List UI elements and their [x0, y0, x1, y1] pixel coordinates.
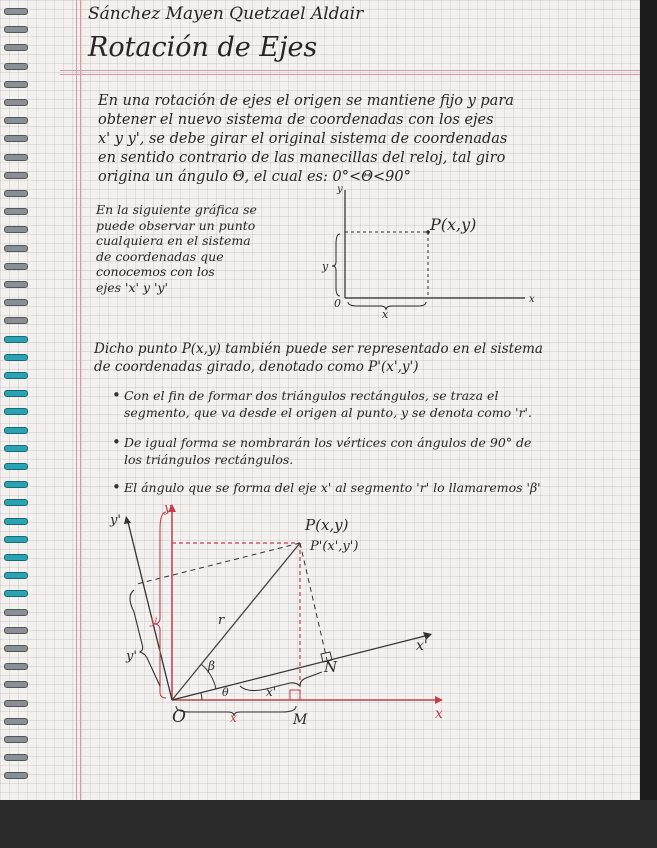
spiral-ring	[4, 245, 28, 252]
spiral-ring	[4, 681, 28, 688]
spiral-ring	[4, 63, 28, 70]
spiral-ring	[4, 609, 28, 616]
margin-rule	[76, 0, 77, 800]
graph-note-line: En la siguiente gráfica se	[96, 202, 257, 217]
spiral-ring	[4, 135, 28, 142]
theta-label: θ	[222, 686, 229, 699]
spiral-ring	[4, 263, 28, 270]
spiral-ring	[4, 499, 28, 506]
bullet-dot: •	[112, 478, 121, 496]
bullet-line: Con el fin de formar dos triángulos rectángulos, se traza el	[124, 388, 499, 403]
spiral-ring	[4, 427, 28, 434]
spiral-ring	[4, 117, 28, 124]
spiral-ring	[4, 354, 28, 361]
bullet-item	[124, 434, 531, 468]
spiral-ring	[4, 99, 28, 106]
spiral-ring	[4, 590, 28, 597]
theta-arc	[201, 693, 202, 700]
n-label: N	[324, 658, 338, 676]
beta-label: β	[208, 659, 215, 673]
spiral-ring	[4, 645, 28, 652]
small-x-brace-label: x	[382, 308, 389, 320]
spiral-ring	[4, 372, 28, 379]
spiral-ring	[4, 408, 28, 415]
y-prime-axis-label: y'	[110, 513, 121, 528]
spiral-ring	[4, 299, 28, 306]
intro-line: en sentido contrario de las manecillas del reloj, tal giro	[98, 150, 506, 166]
x-axis-label: x	[435, 706, 443, 722]
intro-line: x' y y', se debe girar el original sistema de coordenadas	[98, 131, 508, 147]
small-y-brace-label: y	[322, 260, 329, 273]
spiral-ring	[4, 390, 28, 397]
spiral-ring	[4, 572, 28, 579]
spiral-ring	[4, 8, 28, 15]
p-to-x-prime-dashed	[300, 543, 327, 660]
spiral-ring	[4, 463, 28, 470]
m-right-angle-marker	[290, 690, 300, 700]
spiral-ring	[4, 481, 28, 488]
intro-line: obtener el nuevo sistema de coordenadas con los ejes	[98, 112, 494, 128]
desk-background	[0, 800, 657, 848]
student-name: Sánchez Mayen Quetzael Aldair	[88, 4, 364, 24]
margin-rule-2	[80, 0, 81, 800]
y-prime-axis	[128, 522, 172, 700]
graph-note-line: de coordenadas que	[96, 248, 224, 264]
x-segment-label: x	[230, 711, 237, 725]
spiral-ring	[4, 226, 28, 233]
m-label: M	[293, 712, 308, 728]
intro-paragraph	[98, 92, 514, 187]
spiral-ring	[4, 281, 28, 288]
y-segment-label: y	[150, 613, 157, 627]
spiral-ring	[4, 663, 28, 670]
spiral-ring	[4, 208, 28, 215]
small-point-label: P(x,y)	[430, 215, 477, 234]
point-p-prime-label: P'(x',y')	[310, 539, 359, 554]
spiral-ring	[4, 554, 28, 561]
spiral-ring	[4, 44, 28, 51]
bullet-line: segmento, que va desde el origen al punto, y se denota como 'r'.	[124, 405, 532, 420]
spiral-ring	[4, 718, 28, 725]
x-axis-arrow	[435, 696, 443, 704]
spiral-ring	[4, 518, 28, 525]
spiral-ring	[4, 81, 28, 88]
spiral-ring	[4, 536, 28, 543]
intro-line: origina un ángulo Θ, el cual es: 0°<Θ<90°	[98, 169, 411, 185]
p-to-y-prime-dashed	[137, 543, 300, 584]
y-prime-segment-label: y'	[126, 649, 137, 664]
spiral-ring	[4, 317, 28, 324]
x-prime-axis-label: x'	[416, 638, 428, 654]
graph-note	[96, 202, 257, 295]
bullet-item	[124, 479, 541, 496]
graph-note-line: conocemos con los	[96, 264, 215, 279]
graph-note-line: cualquiera en el sistema	[96, 233, 251, 248]
spiral-ring	[4, 336, 28, 343]
spiral-ring	[4, 26, 28, 33]
bullet-line: De igual forma se nombrarán los vértices con ángulos de 90° de	[124, 435, 532, 450]
point-note	[94, 340, 543, 376]
graph-note-line: ejes 'x' y 'y'	[96, 279, 168, 295]
small-origin-label: 0	[334, 297, 341, 310]
spiral-binding	[0, 0, 30, 800]
r-label: r	[218, 613, 225, 628]
header-rule-2	[60, 74, 640, 75]
spiral-ring	[4, 736, 28, 743]
graph-note-line: puede observar un punto	[96, 217, 256, 233]
header-rule	[60, 70, 640, 71]
origin-label: O	[172, 707, 186, 727]
spiral-ring	[4, 627, 28, 634]
intro-line: En una rotación de ejes el origen se mantiene fijo y para	[98, 93, 514, 109]
small-y-label: y	[337, 184, 343, 195]
y-prime-brace	[130, 590, 160, 686]
r-segment	[172, 543, 300, 700]
bullet-line: los triángulos rectángulos.	[124, 452, 294, 467]
x-prime-brace	[240, 672, 322, 691]
y-axis-label: y	[164, 501, 172, 516]
bullet-dot: •	[112, 433, 121, 451]
spiral-ring	[4, 772, 28, 779]
small-coordinate-graph	[300, 180, 550, 320]
bullet-item	[124, 387, 532, 421]
rotation-diagram	[90, 500, 460, 740]
page-title: Rotación de Ejes	[88, 32, 318, 63]
bullet-dot: •	[112, 386, 121, 404]
spiral-ring	[4, 190, 28, 197]
point-note-line: Dicho punto P(x,y) también puede ser representado en el sistema	[94, 341, 543, 357]
point-note-line: de coordenadas girado, denotado como P'(x',y')	[94, 359, 419, 375]
spiral-ring	[4, 154, 28, 161]
small-x-label: x	[529, 294, 535, 305]
x-prime-segment-label: x'	[266, 685, 277, 699]
spiral-ring	[4, 172, 28, 179]
small-y-brace	[332, 234, 340, 296]
point-p-label: P(x,y)	[305, 516, 349, 534]
y-prime-axis-arrow	[124, 516, 131, 524]
spiral-ring	[4, 445, 28, 452]
spiral-ring	[4, 700, 28, 707]
bullet-line: El ángulo que se forma del eje x' al segmento 'r' lo llamaremos 'β'	[124, 480, 541, 495]
spiral-ring	[4, 754, 28, 761]
